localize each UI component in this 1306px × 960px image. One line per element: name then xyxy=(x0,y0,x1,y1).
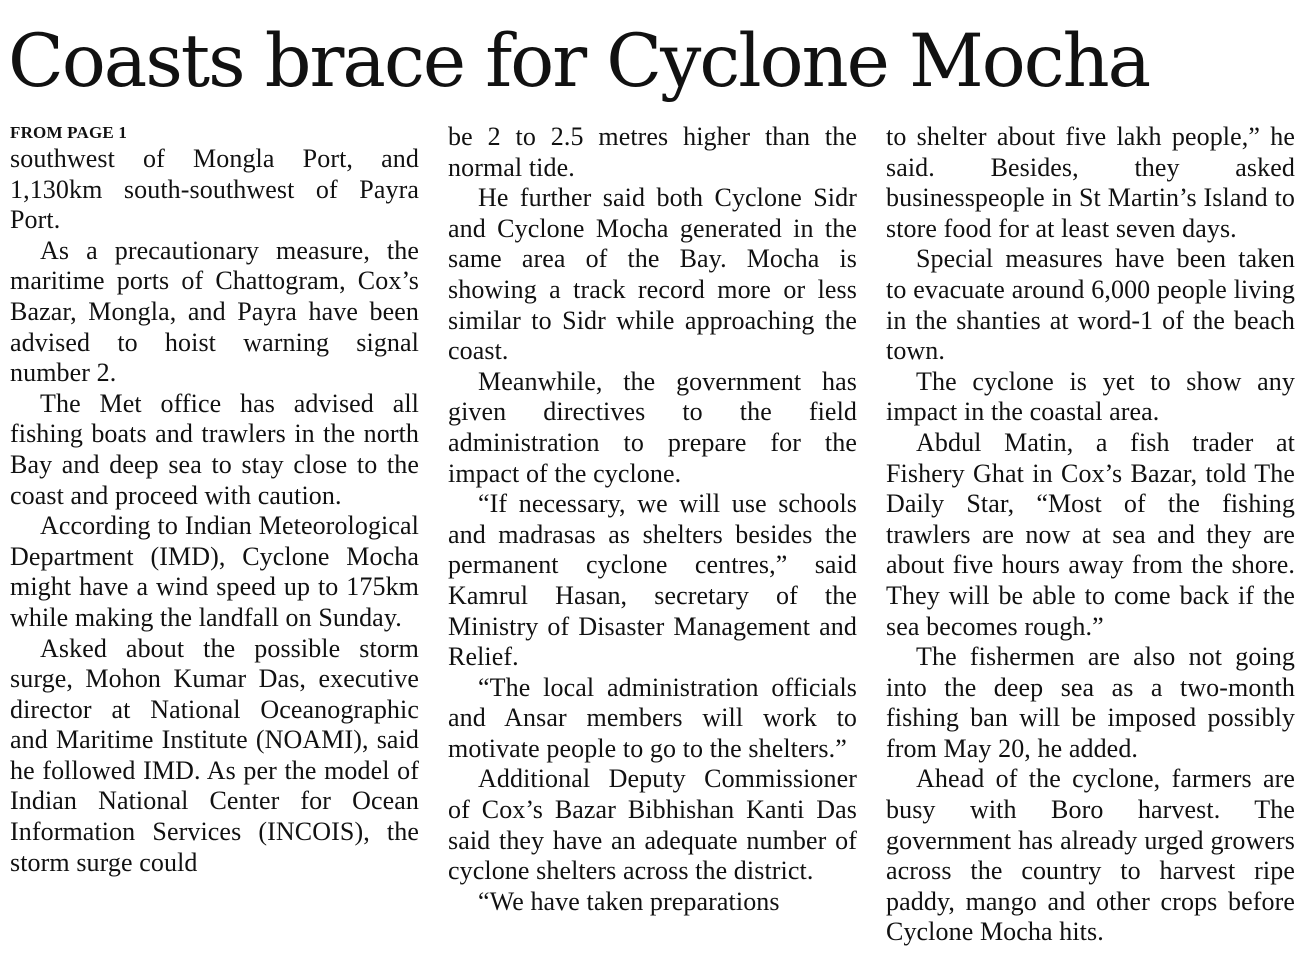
paragraph: southwest of Mongla Port, and 1,130km south-southwest of Payra Port. xyxy=(10,144,419,235)
paragraph: Meanwhile, the government has given directives to the field administration to prepare for the impact of the cyclone. xyxy=(448,366,857,488)
paragraph: Asked about the possible storm surge, Mohon Kumar Das, executive director at National Oceanographic and Maritime Institute (NOAMI), said he followed IMD. As per the model of Indian National Center for Ocean Information Services (INCOIS), the storm surge could xyxy=(10,633,419,877)
paragraph: Abdul Matin, a fish trader at Fishery Ghat in Cox’s Bazar, told The Daily Star, “Most of the fishing trawlers are now at sea and they are about five hours away from the shore. They will be able to come back if the sea becomes rough.” xyxy=(886,427,1295,641)
paragraph: Special measures have been taken to evacuate around 6,000 people living in the shanties at word-1 of the beach town. xyxy=(886,244,1295,366)
paragraph: “The local administration officials and Ansar members will work to motivate people to go to the shelters.” xyxy=(448,672,857,763)
paragraph: The cyclone is yet to show any impact in the coastal area. xyxy=(886,366,1295,427)
headline: Coasts brace for Cyclone Mocha xyxy=(8,19,1150,104)
paragraph: Additional Deputy Commissioner of Cox’s Bazar Bibhishan Kanti Das said they have an adequate number of cyclone shelters across the district. xyxy=(448,764,857,886)
paragraph: According to Indian Meteorological Department (IMD), Cyclone Mocha might have a wind speed up to 175km while making the landfall on Sunday. xyxy=(10,511,419,632)
article-column-1 xyxy=(10,122,419,878)
article-column-3 xyxy=(886,122,1295,948)
paragraph: As a precautionary measure, the maritime ports of Chattogram, Cox’s Bazar, Mongla, and Payra have been advised to hoist warning signal number 2. xyxy=(10,235,419,388)
paragraph: to shelter about five lakh people,” he said. Besides, they asked businesspeople in St Martin’s Island to store food for at least seven days. xyxy=(886,122,1295,243)
paragraph: “If necessary, we will use schools and madrasas as shelters besides the permanent cyclone centres,” said Kamrul Hasan, secretary of the Ministry of Disaster Management and Relief. xyxy=(448,489,857,672)
kicker-from-page-1: FROM PAGE 1 xyxy=(10,123,128,142)
article-column-2 xyxy=(448,122,857,917)
paragraph: “We have taken preparations xyxy=(478,886,780,916)
paragraph: The Met office has advised all fishing boats and trawlers in the north Bay and deep sea to stay close to the coast and proceed with caution. xyxy=(10,388,419,510)
paragraph: Ahead of the cyclone, farmers are busy with Boro harvest. The government has already urged growers across the country to harvest ripe paddy, mango and other crops before Cyclone Mocha hits. xyxy=(886,764,1295,947)
paragraph: He further said both Cyclone Sidr and Cyclone Mocha generated in the same area of the Bay. Mocha is showing a track record more or less similar to Sidr while approaching the coast. xyxy=(448,183,857,366)
paragraph: be 2 to 2.5 metres higher than the normal tide. xyxy=(448,122,857,182)
paragraph: The fishermen are also not going into the deep sea as a two-month fishing ban will be imposed possibly from May 20, he added. xyxy=(886,642,1295,763)
